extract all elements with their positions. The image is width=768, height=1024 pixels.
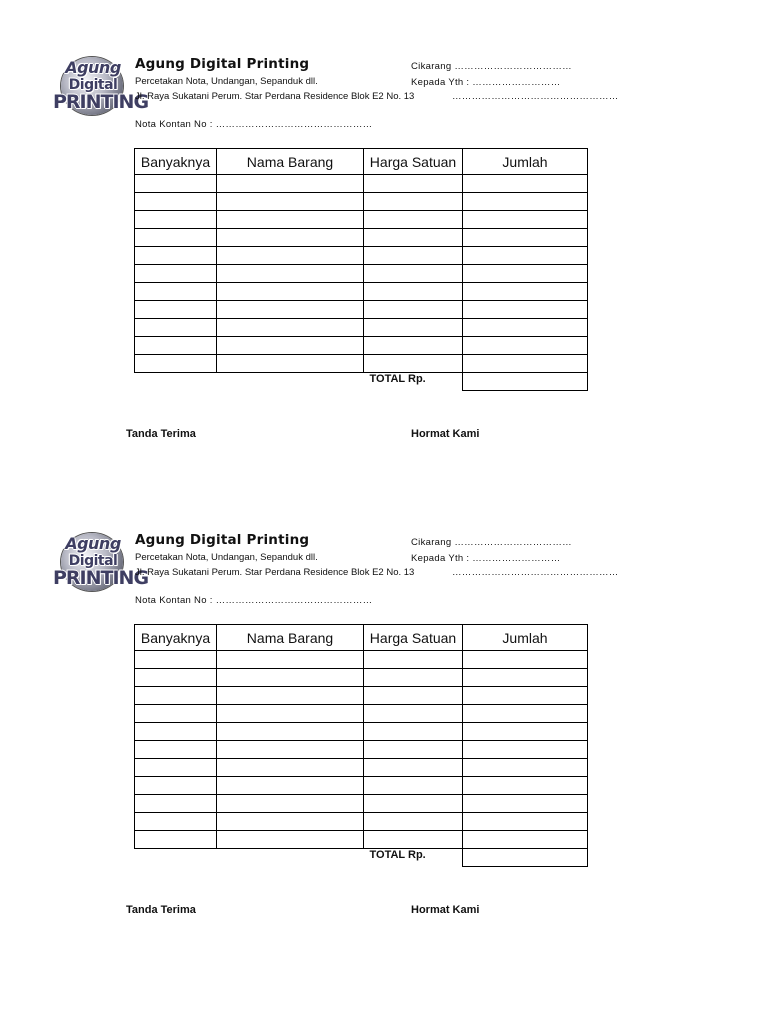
table-row — [135, 741, 588, 759]
company-logo — [53, 531, 149, 593]
nota-form-1 — [0, 0, 768, 476]
nota-kontan-number: Nota Kontan No : ………………………………………… — [135, 119, 373, 130]
cikarang-date-field: Cikarang ……………………………… — [411, 537, 572, 548]
table-row — [135, 193, 588, 211]
table-header-row — [135, 625, 588, 651]
table-row — [135, 795, 588, 813]
recipient-address-line: …………………………………………… — [452, 91, 619, 102]
col-banyaknya: Banyaknya — [135, 149, 217, 175]
signature-tanda-terima: Tanda Terima — [126, 428, 196, 440]
company-address: Jl. Raya Sukatani Perum. Star Perdana Residence Blok E2 No. 13 — [135, 567, 415, 578]
table-row — [135, 705, 588, 723]
signature-hormat-kami: Hormat Kami — [411, 428, 480, 440]
company-address: Jl. Raya Sukatani Perum. Star Perdana Residence Blok E2 No. 13 — [135, 91, 415, 102]
table-row — [135, 229, 588, 247]
logo-word-2: Digital — [68, 77, 118, 93]
logo-word-3: PRINTING — [53, 567, 149, 589]
col-nama-barang: Nama Barang — [217, 625, 364, 651]
col-harga-satuan: Harga Satuan — [364, 149, 463, 175]
total-row — [135, 849, 588, 867]
col-banyaknya: Banyaknya — [135, 625, 217, 651]
table-row — [135, 175, 588, 193]
table-row — [135, 355, 588, 373]
table-row — [135, 687, 588, 705]
table-row — [135, 813, 588, 831]
table-row — [135, 247, 588, 265]
table-row — [135, 265, 588, 283]
logo-word-2: Digital — [68, 553, 118, 569]
nota-kontan-number: Nota Kontan No : ………………………………………… — [135, 595, 373, 606]
col-jumlah: Jumlah — [463, 149, 588, 175]
total-label: TOTAL Rp. — [369, 849, 426, 861]
company-name: Agung Digital Printing — [135, 56, 310, 72]
table-row — [135, 723, 588, 741]
table-row — [135, 777, 588, 795]
table-row — [135, 759, 588, 777]
col-jumlah: Jumlah — [463, 625, 588, 651]
company-tagline: Percetakan Nota, Undangan, Sepanduk dll. — [135, 76, 318, 87]
company-name: Agung Digital Printing — [135, 532, 310, 548]
items-table — [134, 148, 588, 391]
table-row — [135, 669, 588, 687]
recipient-address-line: …………………………………………… — [452, 567, 619, 578]
company-logo — [53, 55, 149, 117]
col-harga-satuan: Harga Satuan — [364, 625, 463, 651]
table-header-row — [135, 149, 588, 175]
total-amount-cell — [463, 849, 588, 867]
kepada-yth-field: Kepada Yth : ……………………… — [411, 553, 561, 564]
table-row — [135, 831, 588, 849]
logo-word-1: Agung — [65, 534, 121, 553]
total-row — [135, 373, 588, 391]
total-label: TOTAL Rp. — [369, 373, 426, 385]
items-table — [134, 624, 588, 867]
table-row — [135, 283, 588, 301]
table-row — [135, 301, 588, 319]
signature-hormat-kami: Hormat Kami — [411, 904, 480, 916]
table-row — [135, 337, 588, 355]
table-row — [135, 319, 588, 337]
total-amount-cell — [463, 373, 588, 391]
table-row — [135, 651, 588, 669]
company-tagline: Percetakan Nota, Undangan, Sepanduk dll. — [135, 552, 318, 563]
kepada-yth-field: Kepada Yth : ……………………… — [411, 77, 561, 88]
col-nama-barang: Nama Barang — [217, 149, 364, 175]
nota-form-2 — [0, 476, 768, 952]
logo-word-1: Agung — [65, 58, 121, 77]
table-row — [135, 211, 588, 229]
logo-word-3: PRINTING — [53, 91, 149, 113]
signature-tanda-terima: Tanda Terima — [126, 904, 196, 916]
cikarang-date-field: Cikarang ……………………………… — [411, 61, 572, 72]
